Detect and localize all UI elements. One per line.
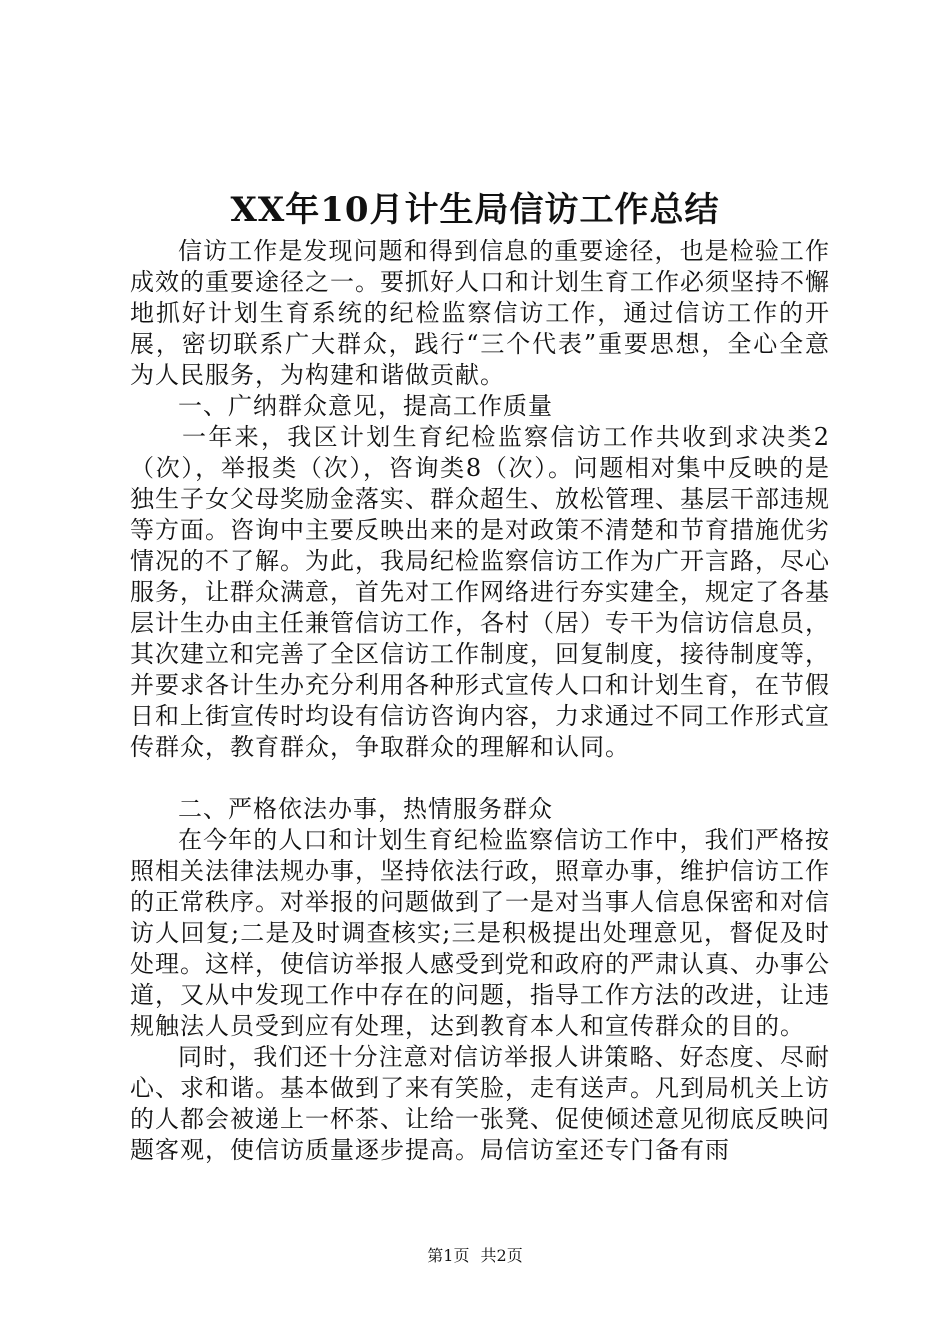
- section-2-paragraph: 在今年的人口和计划生育纪检监察信访工作中，我们严格按照相关法律法规办事，坚持依法行政，照章办事，维护信访工作的正常秩序。对举报的问题做到了一是对当事人信息保密和对信访人回复;二是及时调查核实;三是积极提出处理意见，督促及时处理。这样，使信访举报人感受到党和政府的严肃认真、办事公道，又从中发现工作中存在的问题，指导工作方法的改进，让违规触法人员受到应有处理，达到教育本人和宣传群众的目的。: [130, 826, 830, 1040]
- page-total: 共2页: [480, 1246, 523, 1265]
- document-title: XX年10月计生局信访工作总结: [230, 190, 720, 230]
- intro-paragraph: 信访工作是发现问题和得到信息的重要途径，也是检验工作成效的重要途径之一。要抓好人口和计划生育工作必须坚持不懈地抓好计划生育系统的纪检监察信访工作，通过信访工作的开展，密切联系广大群众，践行“三个代表”重要思想，全心全意为人民服务，为构建和谐做贡献。: [130, 237, 830, 389]
- paragraph-gap: [130, 763, 830, 794]
- page-number: 第1页: [427, 1246, 470, 1265]
- document-body: [130, 236, 830, 1166]
- section-1-heading: 一、广纳群众意见，提高工作质量: [178, 392, 553, 420]
- section-2-heading: 二、严格依法办事，热情服务群众: [178, 795, 553, 823]
- section-2-paragraph-continued: 同时，我们还十分注意对信访举报人讲策略、好态度、尽耐心、求和谐。基本做到了来有笑脸，走有送声。凡到局机关上访的人都会被递上一杯茶、让给一张凳、促使倾述意见彻底反映问题客观，使信访质量逐步提高。局信访室还专门备有雨: [130, 1043, 830, 1164]
- page-footer: [0, 1245, 950, 1267]
- section-1-paragraph: 一年来，我区计划生育纪检监察信访工作共收到求决类2（次），举报类（次），咨询类8（次）。问题相对集中反映的是独生子女父母奖励金落实、群众超生、放松管理、基层干部违规等方面。咨询中主要反映出来的是对政策不清楚和节育措施优劣情况的不了解。为此，我局纪检监察信访工作为广开言路，尽心服务，让群众满意，首先对工作网络进行夯实建全，规定了各基层计生办由主任兼管信访工作，各村（居）专干为信访信息员，其次建立和完善了全区信访工作制度，回复制度，接待制度等，并要求各计生办充分利用各种形式宣传人口和计划生育，在节假日和上街宣传时均设有信访咨询内容，力求通过不同工作形式宣传群众，教育群众，争取群众的理解和认同。: [130, 423, 830, 761]
